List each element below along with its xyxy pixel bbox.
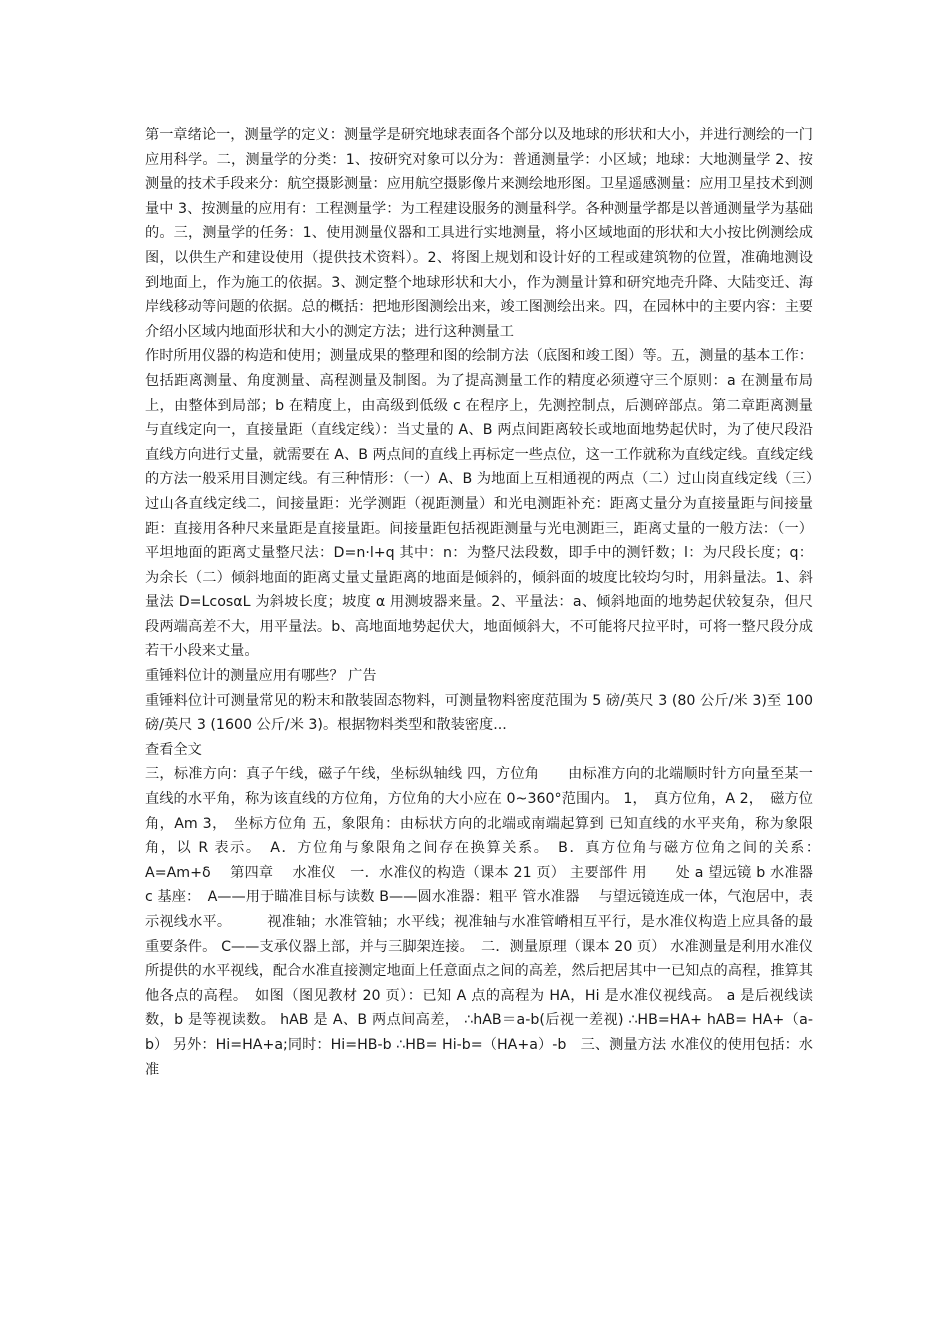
document-body	[145, 123, 832, 1082]
paragraph-orientation-leveling: 三，标准方向：真子午线，磁子午线，坐标纵轴线 四，方位角 由标准方向的北端顺时针方向量至某一直线的水平角，称为该直线的方位角，方位角的大小应在 0~360°范围内。 1， 真方位角，A 2， 磁方位角，Am 3， 坐标方位角 五，象限角：由标状方向的北端或南端起算到 已知直线的水平夹角，称为象限角，以 R 表示。 A．方位角与象限角之间存在换算关系。 B．真方位角与磁方位角之间的关系： A=Am+δ 第四章 水准仪 一．水准仪的构造（课本 21 页） 主要部件 用 处 a 望远镜 b 水准器 c 基座： A——用于瞄准目标与读数 B——圆水准器：粗平 管水准器 与望远镜连成一体，气泡居中，表示视线水平。 视准轴；水准管轴；水平线；视准轴与水准管嵴相互平行，是水准仪构造上应具备的最重要条件。 C——支承仪器上部，并与三脚架连接。 二．测量原理（课本 20 页） 水准测量是利用水准仪所提供的水平视线，配合水准直接测定地面上任意面点之间的高差，然后把居其中一已知点的高程，推算其他各点的高程。 如图（图见教材 20 页）：已知 A 点的高程为 HA，Hi 是水准仪视线高。 a 是后视线读数，b 是等视读数。 hAB 是 A、B 两点间高差， ∴hAB＝a-b(后视一差视) ∴HB=HA+ hAB= HA+（a-b） 另外：Hi=HA+a;同时：Hi=HB-b ∴HB= Hi-b=（HA+a）-b 三、测量方法 水准仪的使用包括：水准	[145, 766, 832, 1078]
ad-text: 重锤料位计可测量常见的粉末和散装固态物料，可测量物料密度范围为 5 磅/英尺 3 (80 公斤/米 3)至 100 磅/英尺 3 (1600 公斤/米 3)。根据物料类型和散装密度...	[145, 692, 813, 734]
ad-title[interactable]: 重锤料位计的测量应用有哪些？ 广告	[145, 668, 377, 685]
paragraph-distance-measurement: 作时所用仪器的构造和使用；测量成果的整理和图的绘制方法（底图和竣工图）等。五，测量的基本工作：包括距离测量、角度测量、高程测量及制图。为了提高测量工作的精度必须遵守三个原则：a 在测量布局上，由整体到局部；b 在精度上，由高级到低级 c 在程序上，先测控制点，后测碎部点。第二章距离测量与直线定向一，直接量距（直线定线）：当丈量的 A、B 两点间距离较长或地面地势起伏时，为了使尺段沿直线方向进行丈量，就需要在 A、B 两点间的直线上再标定一些点位，这一工作就称为直线定线。直线定线的方法一般采用目测定线。有三种情形：（一）A、B 为地面上互相通视的两点（二）过山岗直线定线（三）过山各直线定线二，间接量距：光学测距（视距测量）和光电测距补充：距离丈量分为直接量距与间接量距：直接用各种尺来量距是直接量距。间接量距包括视距测量与光电测距三，距离丈量的一般方法：（一）平坦地面的距离丈量整尺法：D=n·l+q 其中：n：为整尺法段数，即手中的测钎数；l：为尺段长度；q：为余长（二）倾斜地面的距离丈量丈量距离的地面是倾斜的，倾斜面的坡度比较均匀时，用斜量法。1、斜量法 D=LcosαL 为斜坡长度；坡度 α 用测坡器来量。2、平量法：a、倾斜地面的地势起伏较复杂，但尺段两端高差不大，用平量法。b、高地面地势起伏大，地面倾斜大，不可能将尺拉平时，可将一整尺段分成若干小段来丈量。	[145, 348, 813, 660]
paragraph-intro: 第一章绪论一，测量学的定义：测量学是研究地球表面各个部分以及地球的形状和大小，并进行测绘的一门应用科学。二，测量学的分类：1、按研究对象可以分为：普通测量学：小区域；地球：大地测量学 2、按测量的技术手段来分：航空摄影测量：应用航空摄影像片来测绘地形图。卫星遥感测量：应用卫星技术到测量中 3、按测量的应用有：工程测量学：为工程建设服务的测量科学。各种测量学都是以普通测量学为基础的。三，测量学的任务：1、使用测量仪器和工具进行实地测量，将小区域地面的形状和大小按比例测绘成图，以供生产和建设使用（提供技术资料）。2、将图上规划和设计好的工程或建筑物的位置，准确地测设到地面上，作为施工的依据。3、测定整个地球形状和大小，作为测量计算和研究地壳升降、大陆变迁、海岸线移动等问题的依据。总的概括：把地形图测绘出来，竣工图测绘出来。四，在园林中的主要内容：主要介绍小区域内地面形状和大小的测定方法；进行这种测量工	[145, 127, 813, 340]
view-full-text-link[interactable]: 查看全文	[145, 741, 202, 758]
